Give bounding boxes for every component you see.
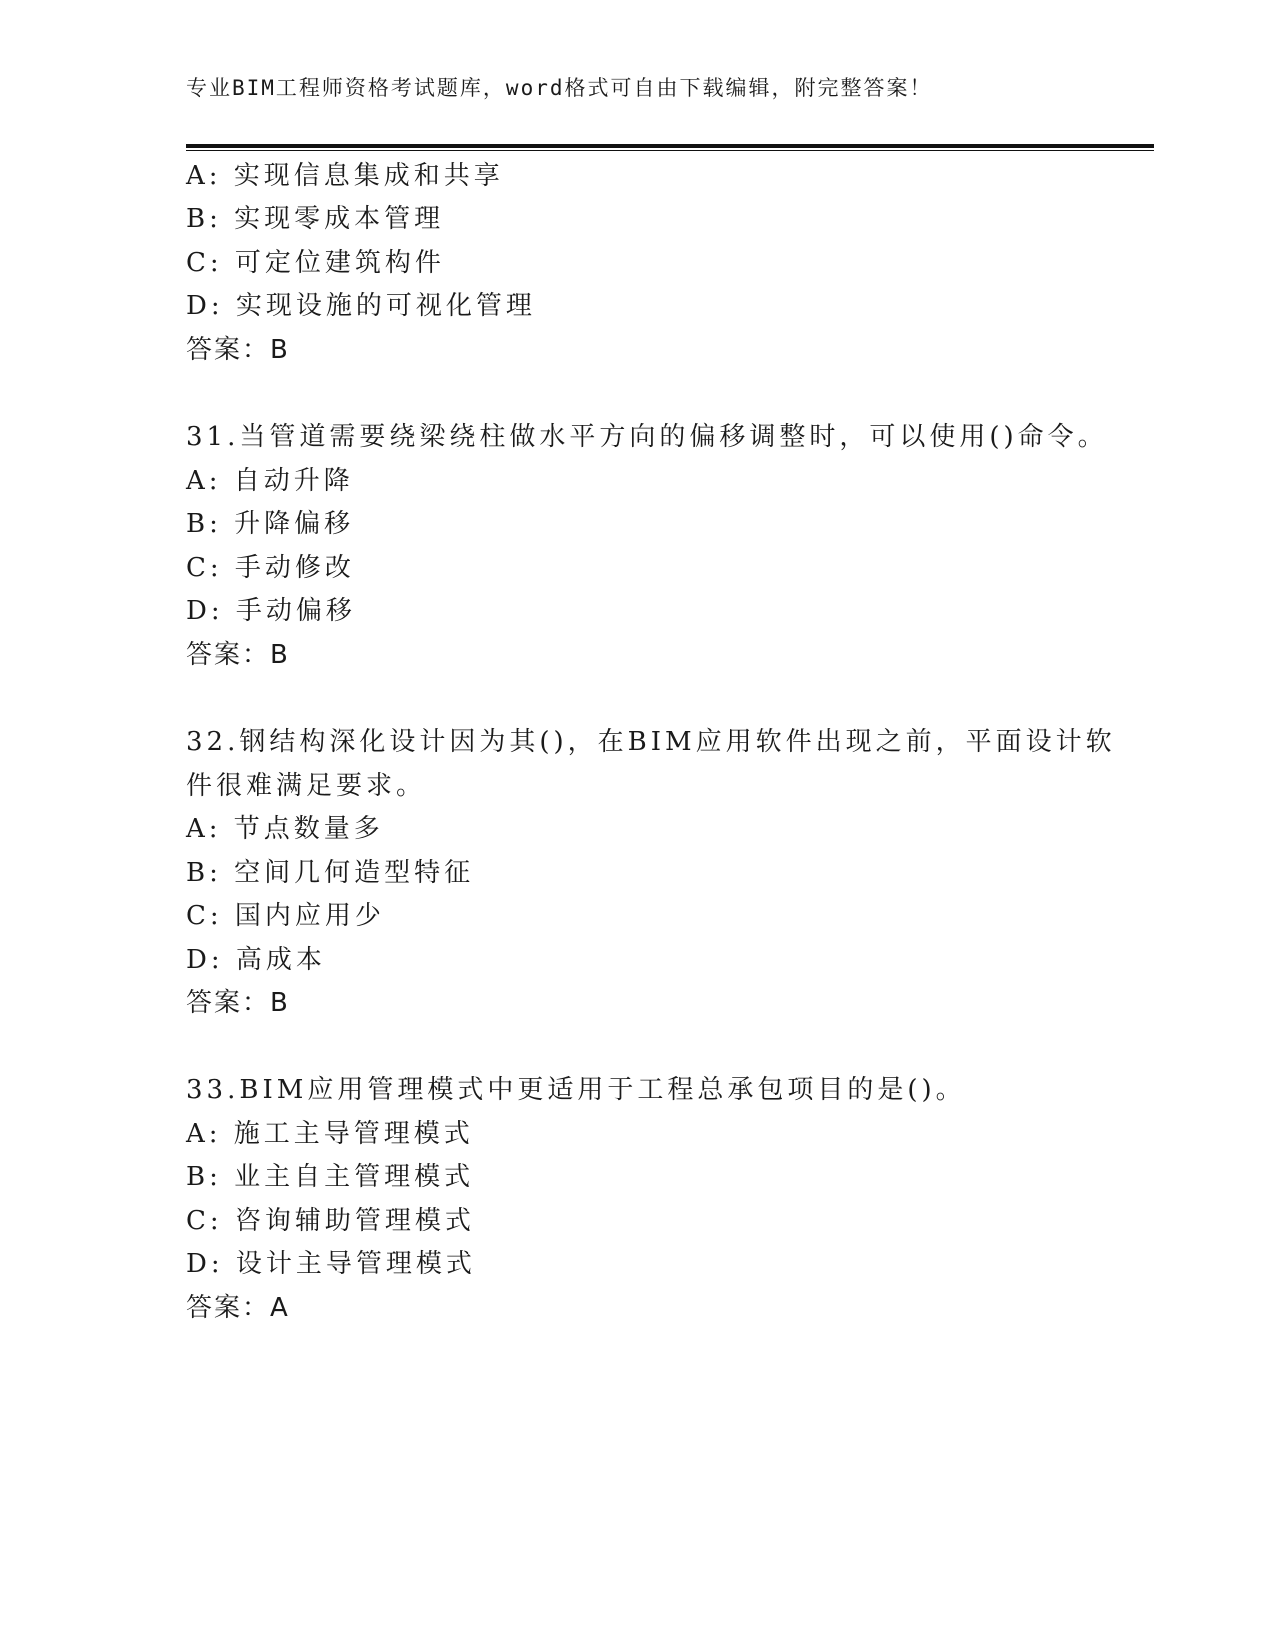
- option-a: A: 自动升降: [186, 466, 354, 496]
- option-a: A: 节点数量多: [186, 814, 384, 844]
- option-b: B: 空间几何造型特征: [186, 858, 475, 888]
- option-d: D: 高成本: [186, 945, 326, 975]
- option-c: C: 咨询辅助管理模式: [186, 1206, 475, 1236]
- option-d: D: 设计主导管理模式: [186, 1249, 476, 1279]
- answer-line: 答案：A: [186, 1293, 290, 1323]
- option-c: C: 可定位建筑构件: [186, 248, 445, 278]
- option-d: D: 实现设施的可视化管理: [186, 291, 536, 321]
- option-b: B: 实现零成本管理: [186, 204, 445, 234]
- page-header-text: 专业BIM工程师资格考试题库，word格式可自由下载编辑，附完整答案！: [186, 76, 933, 100]
- question-stem-continued: 件很难满足要求。: [186, 771, 427, 801]
- answer-line: 答案：B: [186, 335, 290, 365]
- header-rule-thick: [186, 144, 1154, 148]
- option-d: D: 手动偏移: [186, 596, 356, 626]
- option-c: C: 手动修改: [186, 553, 355, 583]
- option-b: B: 升降偏移: [186, 509, 355, 539]
- question-stem: 33.BIM应用管理模式中更适用于工程总承包项目的是()。: [186, 1075, 966, 1105]
- question-stem: 32.钢结构深化设计因为其()，在BIM应用软件出现之前，平面设计软: [186, 727, 1116, 757]
- option-a: A: 施工主导管理模式: [186, 1119, 474, 1149]
- option-a: A: 实现信息集成和共享: [186, 161, 504, 191]
- header-rule-thin: [186, 150, 1154, 151]
- option-c: C: 国内应用少: [186, 901, 385, 931]
- answer-line: 答案：B: [186, 640, 290, 670]
- option-b: B: 业主自主管理模式: [186, 1162, 475, 1192]
- question-stem: 31.当管道需要绕梁绕柱做水平方向的偏移调整时，可以使用()命令。: [186, 422, 1108, 452]
- answer-line: 答案：B: [186, 988, 290, 1018]
